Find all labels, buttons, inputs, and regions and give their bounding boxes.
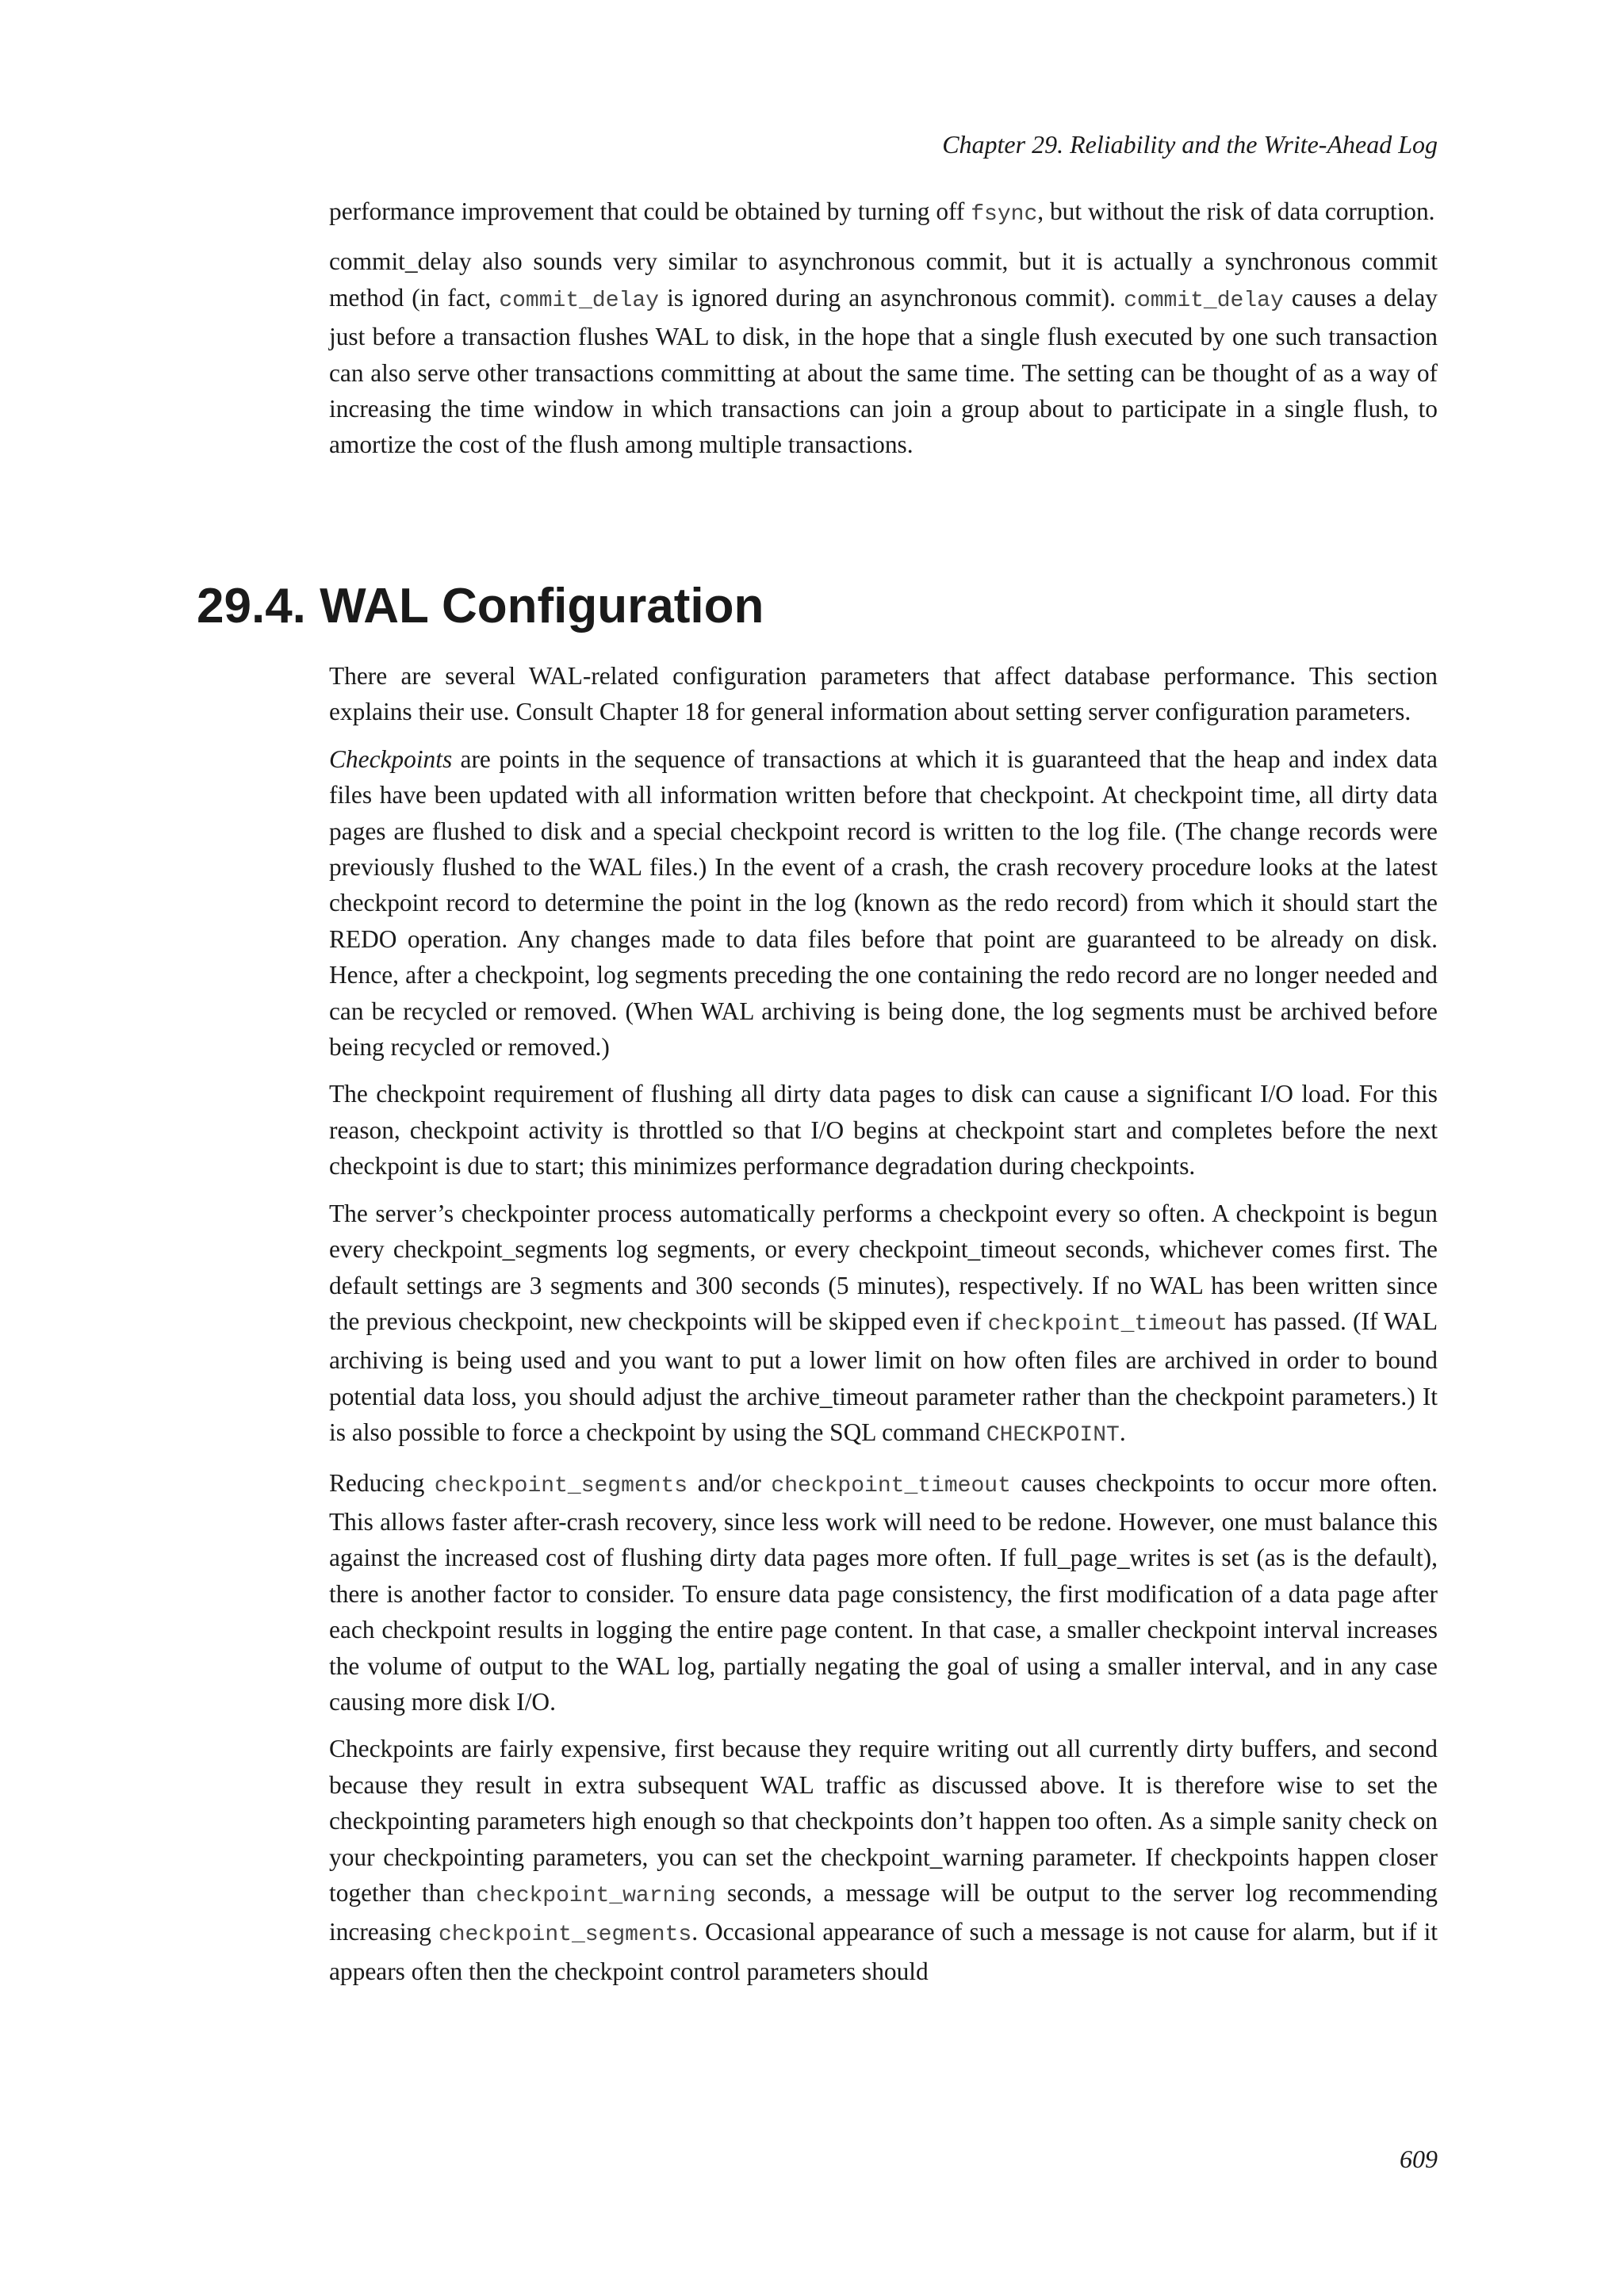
paragraph: The server’s checkpointer process automatically performs a checkpoint every so often. A checkpoint is begun every checkpoint_segments log segments, or every checkpoint_timeout seconds, whichever comes first. The default settings are 3 segments and 300 seconds (5 minutes), respectively. If no WAL has been written since the previous checkpoint, new checkpoints will be skipped even if checkpoint_timeout has passed. (If WAL archiving is being used and you want to put a lower limit on how often files are archived in order to bound potential data loss, you should adjust the archive_timeout parameter rather than the checkpoint parameters.) It is also possible to force a checkpoint by using the SQL command CHECKPOINT. (329, 1199, 1438, 1448)
paragraph: Checkpoints are points in the sequence of transactions at which it is guaranteed that the heap and index data files have been updated with all information written before that checkpoint. At checkpoint time, all dirty data pages are flushed to disk and a special checkpoint record is written to the log file. (The change records were previously flushed to the WAL files.) In the event of a crash, the crash recovery procedure looks at the latest checkpoint record to determine the point in the log (known as the redo record) from which it should start the REDO operation. Any changes made to data files before that point are guaranteed to be already on disk. Hence, after a checkpoint, log segments preceding the one containing the redo record are no longer needed and can be recycled or removed. (When WAL archiving is being done, the log segments must be archived before being recycled or removed.) (329, 744, 1438, 1062)
continued-text (329, 193, 1438, 474)
page-number: 609 (1400, 2145, 1438, 2173)
paragraph: commit_delay also sounds very similar to asynchronous commit, but it is actually a synchronous commit method (in fact, commit_delay is ignored during an asynchronous commit). commit_delay causes a delay just before a transaction flushes WAL to disk, in the hope that a single flush executed by one such transaction can also serve other transactions committing at about the same time. The setting can be thought of as a way of increasing the time window in which transactions can join a group about to participate in a single flush, to amortize the cost of the flush among multiple transactions. (329, 247, 1438, 459)
section-body (329, 658, 1438, 2000)
running-head: Chapter 29. Reliability and the Write-Ahead Log (942, 130, 1438, 159)
paragraph: Checkpoints are fairly expensive, first because they require writing out all currently dirty buffers, and second because they result in extra subsequent WAL traffic as discussed above. It is therefore wise to set the checkpointing parameters high enough so that checkpoints don’t happen too often. As a simple sanity check on your checkpointing parameters, you can set the checkpoint_warning parameter. If checkpoints happen closer together than checkpoint_warning seconds, a message will be output to the server log recommending increasing checkpoint_segments. Occasional appearance of such a message is not cause for alarm, but if it appears often then the checkpoint control parameters should (329, 1735, 1438, 1985)
paragraph: The checkpoint requirement of flushing all dirty data pages to disk can cause a significant I/O load. For this reason, checkpoint activity is throttled so that I/O begins at checkpoint start and completes before the next checkpoint is due to start; this minimizes performance degradation during checkpoints. (329, 1080, 1438, 1181)
paragraph: There are several WAL-related configuration parameters that affect database performance. This section explains their use. Consult Chapter 18 for general information about setting server configuration parameters. (329, 662, 1438, 726)
paragraph: Reducing checkpoint_segments and/or checkpoint_timeout causes checkpoints to occur more often. This allows faster after-crash recovery, since less work will need to be redone. However, one must balance this against the increased cost of flushing dirty data pages more often. If full_page_writes is set (as is the default), there is another factor to consider. To ensure data page consistency, the first modification of a data page after each checkpoint results in logging the entire page content. In that case, a smaller checkpoint interval increases the volume of output to the WAL log, partially negating the goal of using a smaller interval, and in any case causing more disk I/O. (329, 1468, 1438, 1716)
paragraph: performance improvement that could be obtained by turning off fsync, but without the risk of data corruption. (329, 197, 1435, 227)
section-title: 29.4. WAL Configuration (197, 579, 764, 633)
